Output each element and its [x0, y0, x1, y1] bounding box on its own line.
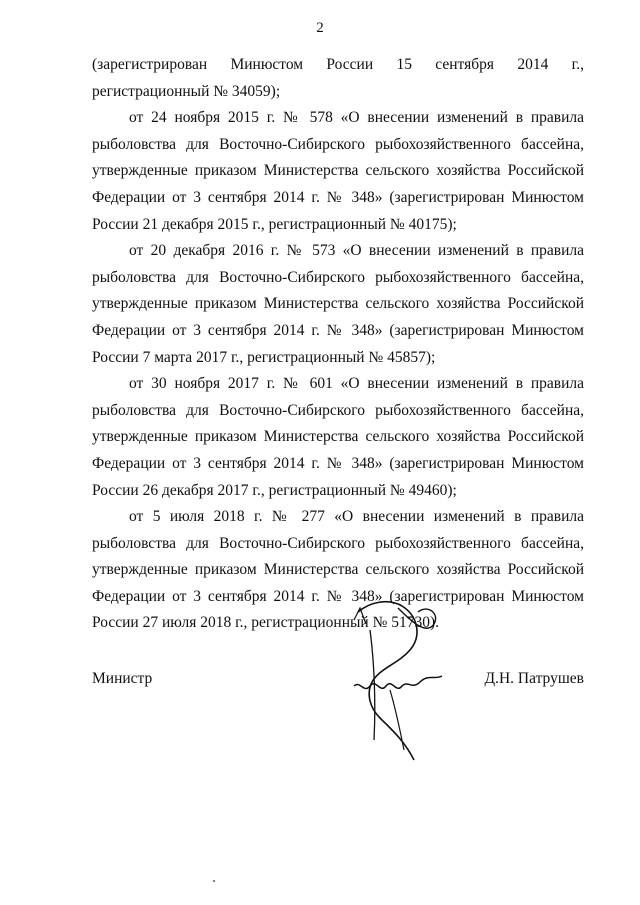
- paragraph-amendment-2017: от 30 ноября 2017 г. № 601 «О внесении изменений в правила рыболовства для Восточно-Сибирского рыбохозяйственного бассейна, утвержденные приказом Министерства сельского хозяйства Российской Федерации от 3 сентября 2014 г. № 348» (зарегистрирован Минюстом России 26 декабря 2017 г., регистрационный № 49460);: [92, 375, 584, 499]
- document-body: [92, 52, 584, 637]
- paragraph-amendment-2015: от 24 ноября 2015 г. № 578 «О внесении изменений в правила рыболовства для Восточно-Сибирского рыбохозяйственного бассейна, утвержденные приказом Министерства сельского хозяйства Российской Федерации от 3 сентября 2014 г. № 348» (зарегистрирован Минюстом России 21 декабря 2015 г., регистрационный № 40175);: [92, 109, 584, 233]
- signature-row: [92, 670, 584, 700]
- paragraph-amendment-2016: от 20 декабря 2016 г. № 573 «О внесении изменений в правила рыболовства для Восточно-Сибирского рыбохозяйственного бассейна, утвержденные приказом Министерства сельского хозяйства Российской Федерации от 3 сентября 2014 г. № 348» (зарегистрирован Минюстом России 7 марта 2017 г., регистрационный № 45857);: [92, 242, 584, 366]
- paragraph-amendment-2018: от 5 июля 2018 г. № 277 «О внесении изменений в правила рыболовства для Восточно-Сибирского рыбохозяйственного бассейна, утвержденные приказом Министерства сельского хозяйства Российской Федерации от 3 сентября 2014 г. № 348» (зарегистрирован Минюстом России 27 июля 2018 г., регистрационный № 51730).: [92, 508, 584, 632]
- signatory-name: Д.Н. Патрушев: [484, 670, 584, 687]
- signatory-title: Министр: [92, 670, 153, 687]
- scan-speck: [213, 880, 215, 882]
- page-number: 2: [316, 20, 324, 36]
- paragraph-continuation: (зарегистрирован Минюстом России 15 сентября 2014 г., регистрационный № 34059);: [92, 56, 584, 100]
